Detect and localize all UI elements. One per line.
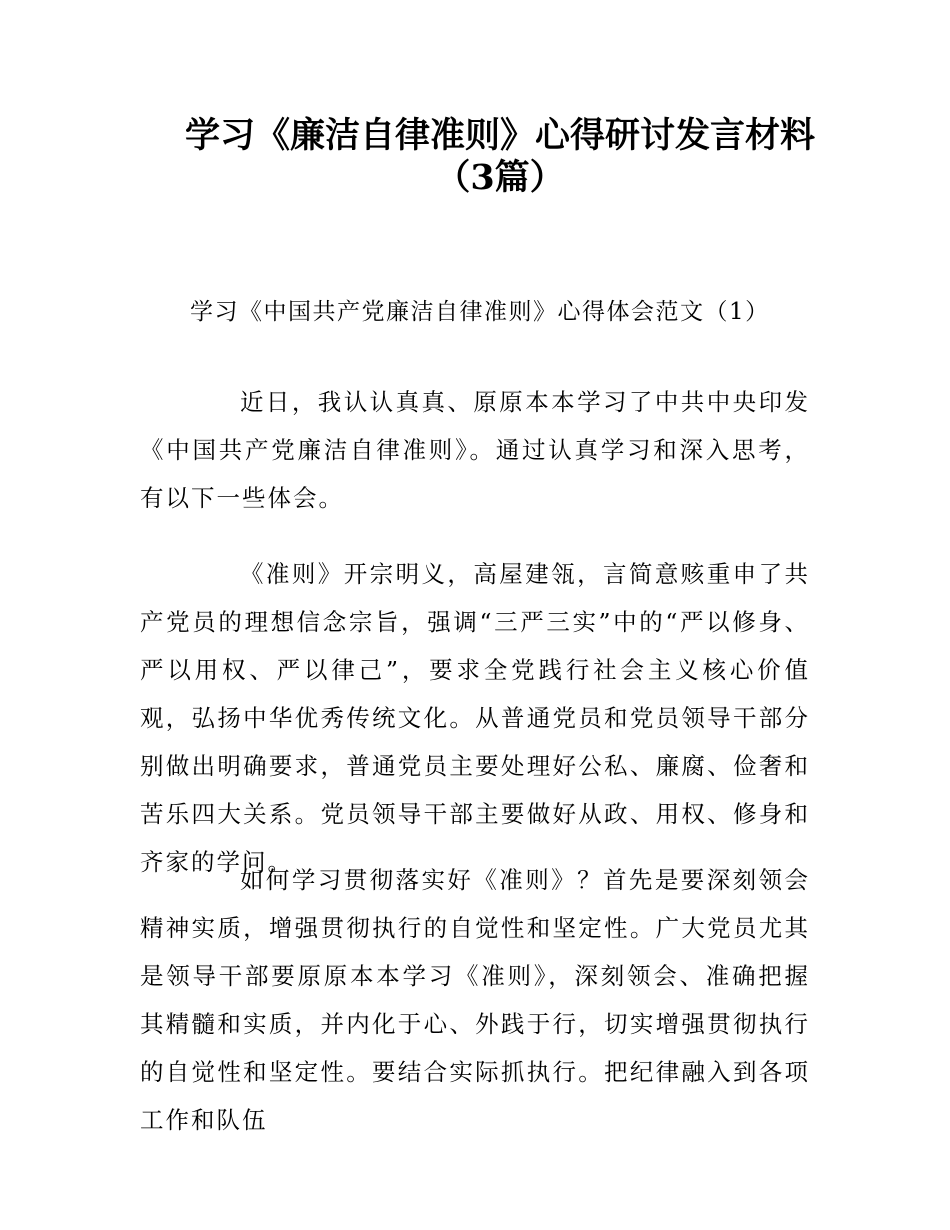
document-title-count: （3篇） [435, 157, 565, 198]
paragraph-implementation: 如何学习贯彻落实好《准则》？首先是要深刻领会精神实质，增强贯彻执行的自觉性和坚定性。广大党员尤其是领导干部要原原本本学习《准则》，深刻领会、准确把握其精髓和实质，并内化于心、外践于行，切实增强贯彻执行的自觉性和坚定性。要结合实际抓执行。把纪律融入到各项工作和队伍 [140, 866, 810, 1134]
section-heading: 学习《中国共产党廉洁自律准则》心得体会范文（1） [190, 299, 770, 325]
paragraph-intro: 近日，我认认真真、原原本本学习了中共中央印发《中国共产党廉洁自律准则》。通过认真学习和深入思考，有以下一些体会。 [140, 388, 810, 512]
paragraph-principles: 《准则》开宗明义，高屋建瓴，言简意赅重申了共产党员的理想信念宗旨，强调“三严三实”中的“严以修身、严以用权、严以律己”，要求全党践行社会主义核心价值观，弘扬中华优秀传统文化。从普通党员和党员领导干部分别做出明确要求，普通党员主要处理好公私、廉腐、俭奢和苦乐四大关系。党员领导干部主要做好从政、用权、修身和齐家的学问。 [140, 560, 810, 876]
document-title: 学习《廉洁自律准则》心得研讨发言材料 [184, 115, 815, 156]
